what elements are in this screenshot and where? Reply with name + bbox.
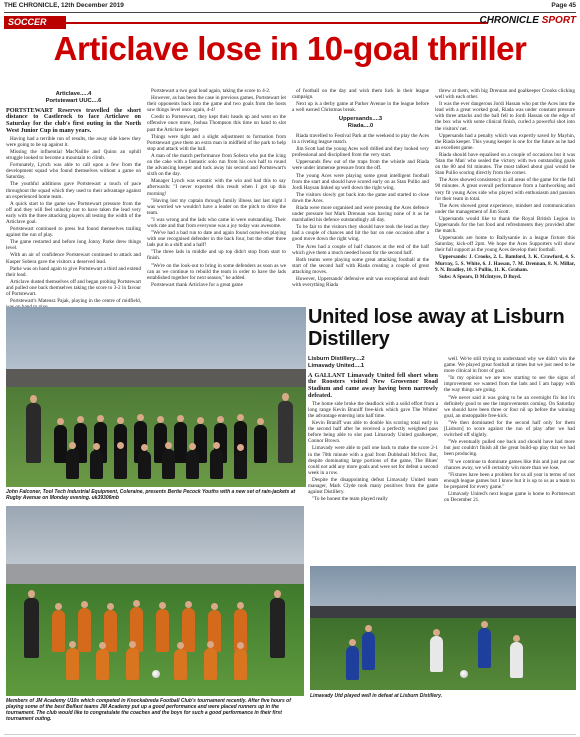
- page-number: Page 45: [551, 2, 576, 9]
- coach-figure: [270, 598, 285, 658]
- player-figure: [96, 649, 109, 680]
- paragraph: "I was wrong and the lads who came in were outstanding. Their work rate and that from everyone was a joy today was awesome.: [147, 216, 286, 229]
- paragraph: "We've had a bad run to date and again found ourselves playing with one recognised defender in the back four, but the other three lads put in a shift and a half!: [147, 230, 286, 249]
- paragraph: The Aces showed great experience, mindset and communication under the management of Jim Scott.: [435, 202, 575, 215]
- paragraph: Portstewart's Mateusz Pajak, playing in the centre of midfield,: [10, 298, 141, 305]
- paragraph: "The three lads in middle and up top didn't stop from start to finish.: [147, 249, 286, 262]
- brand-logo: [479, 15, 576, 26]
- paragraph: A quick start to the game saw Portstewart pressure from the off and they will feel unlucky not to have taken the lead very early with the three attacking players all testing the width of the Articlave goal.: [6, 200, 141, 225]
- paragraph: Riada were more organised and were pressing the Aces defence under pressure but Mark Drennan was having none of it as he marshalled his defence outstandingly all day.: [292, 205, 429, 224]
- paragraph: Uppersands had a penalty which was expertly saved by Mayhin, the Riada keeper. This young keeper is one for the future as he had an excellent game.: [435, 132, 575, 151]
- paragraph: Jim Scott had the young Aces well drilled and they looked very professional and disciplined from the very start.: [292, 146, 429, 159]
- header-rule: [4, 12, 576, 13]
- main-headline: Articlave lose in 10-goal thriller: [53, 30, 527, 67]
- paragraph: of football on the day and wish them luck in their league campaign.: [292, 88, 429, 101]
- adult-figure: [278, 401, 293, 463]
- player-figure: [254, 425, 267, 463]
- paragraph: Limavady were able to pull one back to make the score 2-1 in the 70th minute with a goal from Dubhshail McIvor. But, despite dominating large portions of the game, The Blues' could not add any more goals and were set for defeat a second week in a row.: [308, 445, 438, 476]
- paragraph: Things were tight and a slight adjustment to formation from Portstewart gave them an extra man in midfield of the park to help stop and attack with the ball.: [147, 133, 286, 152]
- paragraph: Next up is a derby game at Parker Avenue in the league before a well earned Christmas break.: [292, 101, 429, 114]
- paragraph: Portstewart thank Articlave for a great game: [151, 281, 243, 288]
- player-figure: [186, 450, 199, 479]
- player-figure: [138, 451, 151, 479]
- player-figure: [66, 648, 79, 680]
- paragraph: Riada travelled to Festival Park at the weekend to play the Aces in a riveting league match.: [292, 132, 429, 146]
- player-figure: [52, 610, 65, 652]
- score-line-home: Articlave.....4: [55, 91, 92, 97]
- photo-caption-jm-academy: Members of JM Academy U10s which competed in Knockabreda Football Club's tournament recently. After five hours of playing some of the best Belfast teams JM Academy put up a good performance and were placed runners up in the tournament. The club would like to congratulate the coaches and the boys for such a good performance in their first tournament outing.: [6, 698, 291, 722]
- main-story-col3: [292, 88, 429, 303]
- paragraph: The young Aces were playing some great intelligent football from the start and should have scored early on as Stan Pullio and Jordi Haysan linked up well down the right wing.: [292, 172, 429, 191]
- paragraph: Missing the influential MacNaillie and Quinn an uphill struggle looked to become a mountain to climb.: [6, 148, 141, 162]
- story-lead: PORTSTEWART Reserves travelled the short distance to Castlerock to face Articlave on Saturday for the club's first outing in the North West Junior Cup in many years.: [6, 106, 141, 134]
- paragraph: Limavady United's next league game is home to Portstewart on December 21.: [444, 490, 575, 504]
- score-line-home: Uppersands....3: [338, 116, 383, 123]
- main-story-col2: [147, 88, 286, 303]
- player-figure: [156, 609, 169, 652]
- adult-figure: [26, 403, 41, 463]
- uppersands-score: [292, 116, 429, 130]
- paragraph: "We eventually pulled one back and should have had more but just couldn't finish all the great build-up play that we had been producing.: [444, 439, 575, 458]
- photo-jm-academy: [6, 506, 304, 696]
- paragraph: "If we continue to dominate games like this and just put our chances away, we will certainly win more than we lose.: [444, 458, 575, 471]
- paragraph: Credit to Portstewart, they kept their heads up and went on the offensive once more, Joshua Thompson this time on hand to slot past the Articlave keeper.: [147, 114, 286, 133]
- paragraph: Manager Lynch was ecstatic with the win and had this to say afterwards: "I never expected this result when I got up this morning!: [147, 178, 286, 197]
- paragraph: Parke was on hand again to give Portstewart a third and extend their lead.: [6, 265, 141, 278]
- paragraph: The visitors slowly got back into the game and started to close down the Aces.: [292, 191, 429, 204]
- photo-sky: [6, 307, 306, 377]
- score-line-away: Portstewart UUC....6: [45, 97, 102, 104]
- paragraph: "Fixtures have been a problem for us all year in terms of not enough league games but I know but it is up to us as a team to be prepared for every game.": [444, 471, 575, 490]
- paragraph: threw at them, with big Drennan and goalkeeper Crooks clicking well with each other.: [435, 88, 575, 101]
- paragraph: The Aces showed consistency in all areas of the game for the full 90 minutes. A great overall performance from a hardworking and very fit young Aces side who played with enthusiasm and passion for their team in total.: [435, 177, 575, 202]
- football: [460, 670, 468, 678]
- paragraph: With an air of confidence Portstewart continued to attack and Kasper Sobera gave the visitors a deserved lead.: [6, 252, 141, 265]
- paragraph: The youthful additions gave Portstewart a touch of pace throughout the squad which they used to their advantage against an experienced home team.: [6, 181, 141, 200]
- paragraph: Having had a terrible run of results, the away side knew they were going to be up against it.: [6, 135, 141, 148]
- score-line-home: Lisburn Distillery....2: [308, 356, 365, 362]
- football: [152, 670, 160, 678]
- player-figure: [234, 451, 247, 479]
- paragraph: The home side broke the deadlock with a solid effort from a long range Kevin Braniff free-kick which gave The Whites' the advantage entering into half time.: [308, 400, 438, 419]
- paragraph: "In my opinion we are now starting to see the signs of improvement we wanted from the lads and I am happy with the way things are going.: [444, 375, 575, 394]
- photo-fence: [6, 564, 304, 584]
- paragraph: However, as has been the case in previous games, Portstewart let their opponents back into the game and two goals from the hosts saw things level once again, 4-4!: [147, 95, 286, 114]
- match-score: [6, 91, 141, 105]
- paragraph: However, Uppersands' defensive unit was exceptional and dealt with everything Riada: [292, 276, 429, 289]
- paragraph: Kevin Braniff was able to double his scoring total early in the second half after he received a perfectly weighted pass before being able to slot past Limavady United goalkeeper, Connor Brown.: [308, 420, 438, 445]
- story-lead: A GALLANT Limavady United fell short when the Roosters visited New Grosvenor Road Stadium and came away having been narrowly defeated.: [308, 371, 438, 399]
- second-headline: United lose away at Lisburn Distillery: [308, 306, 565, 350]
- lisburn-score: [308, 356, 438, 370]
- player-figure: [162, 449, 175, 479]
- player-figure: [78, 608, 91, 652]
- paragraph: Fortunately, Lynch was able to call upon a few from the development squad who found themselves without a game on Saturday.: [6, 162, 141, 181]
- paragraph: Both teams were playing some great attacking football at the start of the second half with Riada creating a couple of great attacking moves.: [292, 256, 429, 275]
- paragraph: "We're on the look-out to bring in some defenders as soon as we can as we continue to rebuild the team in order to have the lads established together for next season," he added.: [147, 262, 286, 281]
- player-figure: [362, 632, 375, 670]
- player-figure: [114, 449, 127, 479]
- team-subs: Subs: A Spears, D McIntyre, D Boyd.: [439, 273, 522, 280]
- score-line-away: Limavady United....1: [308, 362, 365, 369]
- second-story-col2: [444, 356, 575, 563]
- main-story-col1: [6, 88, 141, 303]
- player-figure: [90, 450, 103, 479]
- player-figure: [126, 648, 139, 680]
- paragraph: The game restarted and before long Jonny Parke drew things level.: [6, 239, 141, 252]
- page-header: [4, 2, 576, 12]
- paragraph: "To be honest the team played really: [312, 496, 388, 503]
- brand-sport: SPORT: [541, 15, 576, 26]
- photo-caption-limavady: Limavady Utd played well in defeat at Lisburn Distillery.: [310, 693, 443, 699]
- paragraph: Uppersands flew out of the traps from the whistle and Riada were under immense pressure from the off.: [292, 159, 429, 172]
- paragraph: The Aces had a couple of half chances at the end of the half which give them a much needed boost for the second half.: [292, 243, 429, 256]
- second-story-col1: [308, 356, 438, 563]
- player-figure: [210, 449, 223, 479]
- player-figure: [346, 646, 359, 680]
- photo-grass: [6, 584, 304, 696]
- paragraph: To be fair to the visitors they should have took the lead as they had a couple of chances and hit the bar on one occasion after a good move down the right wing.: [292, 224, 429, 243]
- paragraph: well. We're still trying to understand why we didn't win the game. We played great football at times but we just need to be more clinical in front of goal.: [444, 356, 575, 375]
- paragraph: "Having lost my captain through family illness last last night I was worried we wouldn't have a leader on the pitch to drive the team.: [147, 197, 286, 216]
- photo-limavady: [310, 566, 576, 690]
- paragraph: "We never said it was going to be an overnight fix but it's definitely good to see the improvements coming. On Saturday we should have been three or four nil up before the winning goal, an unstoppable free-kick.: [444, 394, 575, 419]
- paragraph: Uppersands would like to thank the Royal British Legion in Uppersands for the hot food and refreshments they provided after the match.: [435, 215, 575, 235]
- paragraph: A man of the match performance from Sobera who put the icing on the cake with a fantastic solo run from his own half to round the advancing keeper and tuck away his second and Portstewart's sixth on the day.: [147, 152, 286, 178]
- player-figure: [478, 628, 491, 668]
- paragraph: Articlave dusted themselves off and began probing Portstewart and pulled one back themselves taking the score to 3-2 in favour of Portstewart.: [6, 278, 141, 298]
- brand-chronicle: CHRONICLE: [479, 15, 539, 26]
- page-footer-rule: [4, 734, 576, 735]
- score-line-away: Riada....0: [347, 123, 374, 130]
- player-figure: [204, 648, 217, 680]
- paragraph: "We then dominated for the second half only for them [Lisburn] to score against the run of play after we had switched off slightly.: [444, 419, 575, 439]
- section-tag-soccer: SOCCER: [4, 16, 66, 29]
- photo-caption-rain-jackets: John Falconer, Tool Tech Industrial Equipment, Coleraine, presents Bertie Pecock Youths with a new set of rain-jackets at Rugby Avenue on Monday evening. uk39306mb: [6, 489, 296, 501]
- newspaper-date: THE CHRONICLE, 12th December 2019: [4, 2, 124, 9]
- team-lineup: Uppersands: J. Crooks, 2. L. Bamford, 3. K. Crawford, 4. S. Murray, 5. S. White, 6. J. Hassan, 7. M. Drennan, 8. N. Millar, 9. N. Bradley, 10. S Pullio, 11. K. Graham.: [435, 254, 575, 273]
- section-divider: [66, 22, 488, 24]
- photo-stand: [6, 369, 306, 387]
- player-figure: [510, 642, 523, 678]
- paragraph: Portstewart continued to press but found themselves trailing against the run of play.: [6, 226, 141, 239]
- coach-figure: [24, 598, 39, 658]
- player-figure: [234, 649, 247, 680]
- paragraph: Uppersands are home to Ballysantie in a league fixture this Saturday, kick-off 2pm. We hope the Aces Supporters will show their full support as the young Aces develop their football.: [435, 235, 575, 254]
- paragraph: Riada should have equalised on a couple of occasions but it was 'Stan the Man' who sealed the victory with two outstanding goals on the 80 and 84 minutes. The most talked about goal would be Stan Pullio scoring directly from the corner.: [435, 151, 575, 177]
- player-figure: [430, 636, 443, 672]
- player-figure: [66, 449, 79, 479]
- paragraph: It was the ever dangerous Jordi Hassan who put the Aces into the lead with a great worked goal, Riada was under constant pressure with three attacks and the ball fell to Jordi Hassan on the edge of the box who with some clinical finish, curled a powerful shot into the visitors' net.: [435, 101, 575, 132]
- main-story-col4: [435, 88, 575, 303]
- paragraph: Portstewart a two goal lead again, taking the score to 4-2.: [151, 88, 271, 94]
- paragraph: Despite the disappointing defeat Limavady United team manager, Mark Clyde took many positives from the game against Distillery.: [308, 476, 438, 496]
- player-figure: [174, 649, 187, 680]
- photo-rain-jackets: [6, 307, 306, 487]
